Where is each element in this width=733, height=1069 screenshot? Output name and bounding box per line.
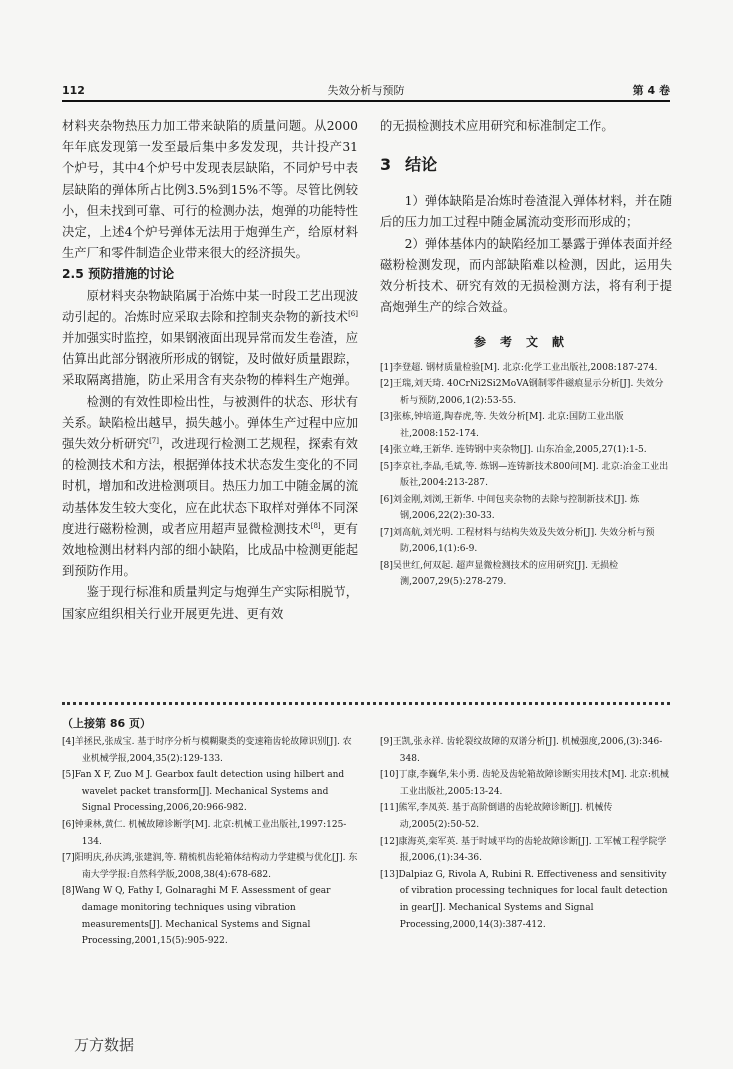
reference-item: [8]Wang W Q, Fathy I, Golnaraghi M F. Assessment of gear damage monitoring techniques using vibration measurements[J]. Mechanical Systems and Signal Processing,2001,15(5):905-922.	[62, 886, 331, 947]
reference-item: [6]钟秉林,黄仁. 机械故障诊断学[M]. 北京:机械工业出版社,1997:125-134.	[62, 819, 347, 847]
reference-item: [4]张立峰,王新华. 连铸钢中夹杂物[J]. 山东冶金,2005,27(1):1-5.	[380, 445, 647, 456]
reference-item: [13]Dalpiaz G, Rivola A, Rubini R. Effectiveness and sensitivity of vibration processing techniques for local fault detection in gear[J]. Mechanical Systems and Signal Processing,2000,14(3):387-412.	[380, 869, 668, 930]
page-number: 112	[62, 84, 85, 97]
paragraph	[62, 392, 358, 583]
section-heading	[380, 145, 672, 185]
text-run: 原材料夹杂物缺陷属于冶炼中某一时段工艺出现波动引起的。冶炼时应采取去除和控制夹杂物的新技术	[62, 288, 358, 324]
text-run: 检测的有效性即检出性，与被测件的状态、形状有关系。缺陷检出越早，损失越小。弹体生产过程中应加强失效分析研究	[62, 394, 358, 452]
reference-list	[380, 360, 672, 591]
continued-reference-list-right	[380, 734, 672, 933]
section-title: 结论	[405, 155, 438, 175]
reference-item: [7]阳明庆,孙庆鸿,张建润,等. 精梳机齿轮箱体结构动力学建模与优化[J]. 东南大学学报:自然科学版,2008,38(4):678-682.	[62, 853, 358, 880]
reference-item: [5]Fan X F, Zuo M J. Gearbox fault detection using hilbert and wavelet packet transform[J]. Mechanical Systems and Signal Processing,2006,20:966-982.	[62, 770, 345, 814]
paragraph: 的无损检测技术应用研究和标准制定工作。	[380, 119, 614, 133]
running-header	[62, 84, 670, 98]
section-divider	[62, 702, 670, 705]
header-rule	[62, 100, 670, 102]
text-run: ，更有效地检测出材料内部的细小缺陷，比成品中检测更能起到预防作用。	[62, 521, 358, 579]
conclusion-item: 1）弹体缺陷是冶炼时卷渣混入弹体材料，并在随后的压力加工过程中随金属流动变形而形成的；	[380, 194, 672, 230]
paragraph	[62, 286, 358, 392]
reference-item: [12]康海英,栾军英. 基于时域平均的齿轮故障诊断[J]. 工军械工程学院学报,2006,(1):34-36.	[380, 836, 667, 864]
reference-item: [10]丁康,李巍华,朱小勇. 齿轮及齿轮箱故障诊断实用技术[M]. 北京:机械工业出版社,2005:13-24.	[380, 770, 669, 797]
reference-item: [4]羊拯民,张成宝. 基于时序分析与模糊聚类的变速箱齿轮故障识别[J]. 农业机械学报,2004,35(2):129-133.	[62, 737, 352, 764]
citation: [8]	[310, 521, 321, 530]
reference-item: [2]王瑞,刘天琦. 40CrNi2Si2MoVA钢制零件磁痕显示分析[J]. 失效分析与预防,2006,1(2):53-55.	[380, 379, 664, 406]
left-column	[62, 116, 358, 625]
section-number: 3	[380, 155, 392, 175]
reference-item: [5]李京社,李晶,毛斌,等. 炼钢—连铸新技术800问[M]. 北京:冶金工业出版社,2004:213-287.	[380, 461, 669, 489]
reference-item: [8]吴世红,何双起. 超声显微检测技术的应用研究[J]. 无损检测,2007,29(5):278-279.	[380, 560, 619, 588]
text-run: ，改进现行检测工艺规程，探索有效的检测技术和方法，根据弹体技术状态发生变化的不同时机，增加和改进检测项目。热压力加工中随金属的流动基体发生较大变化，应在此状态下取样对弹体不同深度进行磁粉检测，或者应用超声显微检测技术	[62, 437, 358, 536]
volume-label: 第 4 卷	[632, 84, 670, 97]
conclusion-item: 2）弹体基体内的缺陷经加工暴露于弹体表面并经磁粉检测发现，而内部缺陷难以检测，因此，运用失效分析技术、研究有效的无损检测方法，将有利于提高炮弹生产的综合效益。	[380, 236, 672, 315]
continued-from-label: （上接第 86 页）	[62, 717, 151, 730]
right-column	[380, 116, 672, 591]
reference-item: [1]李登超. 钢材质量检验[M]. 北京:化学工业出版社,2008:187-274.	[380, 362, 658, 373]
reference-item: [11]熊军,李凤英. 基于高阶倒谱的齿轮故障诊断[J]. 机械传动,2005(2):50-52.	[380, 803, 613, 830]
text-run: 并加强实时监控，如果钢液面出现异常而发生卷渣，应估算出此部分钢液所形成的钢锭，及时做好质量跟踪，采取隔离措施，防止采用含有夹杂物的棒料生产炮弹。	[62, 331, 358, 388]
reference-item: [3]张栋,钟培道,陶春虎,等. 失效分析[M]. 北京:国防工业出版社,2008:152-174.	[380, 412, 624, 439]
watermark-footer: 万方数据	[74, 1036, 135, 1054]
reference-item: [6]刘金刚,刘浏,王新华. 中间包夹杂物的去除与控制新技术[J]. 炼钢,2006,22(2):30-33.	[380, 494, 640, 522]
citation: [6]	[348, 309, 358, 318]
section-heading: 2.5 预防措施的讨论	[62, 267, 175, 282]
journal-name: 失效分析与预防	[327, 84, 405, 97]
paragraph: 鉴于现行标准和质量判定与炮弹生产实际相脱节，国家应组织相关行业开展更先进、更有效	[62, 585, 358, 621]
paragraph: 材料夹杂物热压力加工带来缺陷的质量问题。从2000年年底发现第一发至最后集中多发发现，共计投产31个炉号，其中4个炉号中发现表层缺陷，不同炉号中表层缺陷的弹体所占比例3.5%到15%不等。尽管比例较小，但未找到可靠、可行的检测办法，炮弹的功能特性决定，上述4个炉号弹体无法用于炮弹生产，给原材料生产厂和零件制造企业带来很大的经济损失。	[62, 119, 358, 261]
reference-item: [7]刘高航,刘光明. 工程材料与结构失效及失效分析[J]. 失效分析与预防,2006,1(1):6-9.	[380, 527, 655, 555]
continued-reference-list-left	[62, 734, 358, 950]
reference-item: [9]王凯,张永祥. 齿轮裂纹故障的双谱分析[J]. 机械强度,2006,(3):346-348.	[380, 737, 663, 764]
references-heading: 参考文献	[473, 335, 578, 350]
citation: [7]	[149, 436, 159, 445]
